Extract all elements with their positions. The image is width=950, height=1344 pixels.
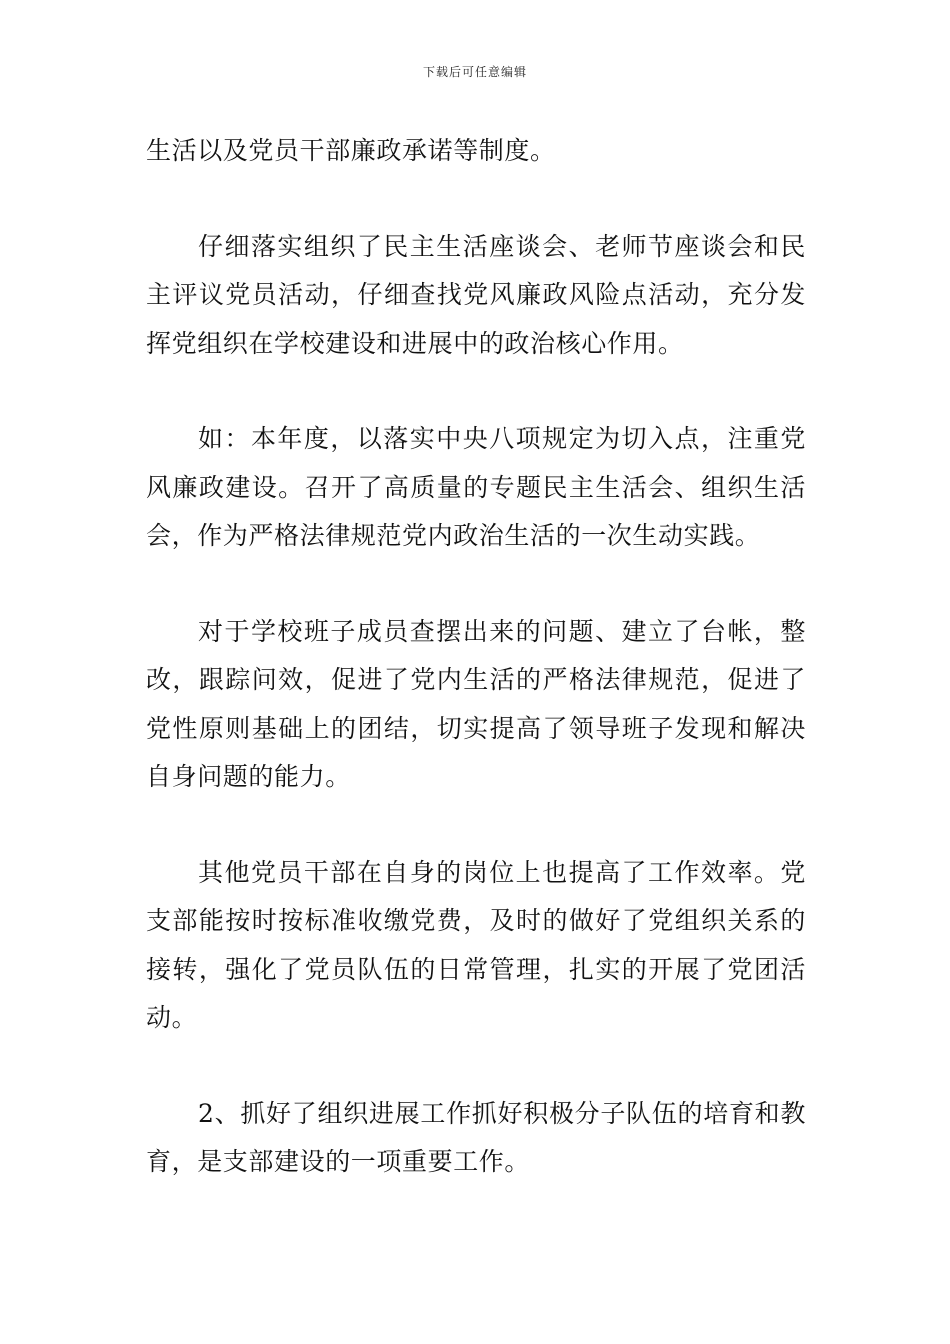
page-header: 下载后可任意编辑: [422, 65, 527, 79]
paragraph: 2、抓好了组织进展工作抓好积极分子队伍的培育和教育，是支部建设的一项重要工作。: [146, 1098, 806, 1176]
paragraph: 其他党员干部在自身的岗位上也提高了工作效率。党支部能按时按标准收缴党费，及时的做好了党组织关系的接转，强化了党员队伍的日常管理，扎实的开展了党团活动。: [146, 857, 806, 1032]
paragraph: 对于学校班子成员查摆出来的问题、建立了台帐，整改，跟踪问效，促进了党内生活的严格法律规范，促进了党性原则基础上的团结，切实提高了领导班子发现和解决自身问题的能力。: [146, 616, 806, 791]
paragraph: 仔细落实组织了民主生活座谈会、老师节座谈会和民主评议党员活动，仔细查找党风廉政风险点活动，充分发挥党组织在学校建设和进展中的政治核心作用。: [146, 231, 806, 358]
document-body: [146, 127, 806, 1234]
paragraph-continuation: 生活以及党员干部廉政承诺等制度。: [146, 136, 556, 165]
paragraph: 如：本年度，以落实中央八项规定为切入点，注重党风廉政建设。召开了高质量的专题民主生活会、组织生活会，作为严格法律规范党内政治生活的一次生动实践。: [146, 424, 806, 550]
